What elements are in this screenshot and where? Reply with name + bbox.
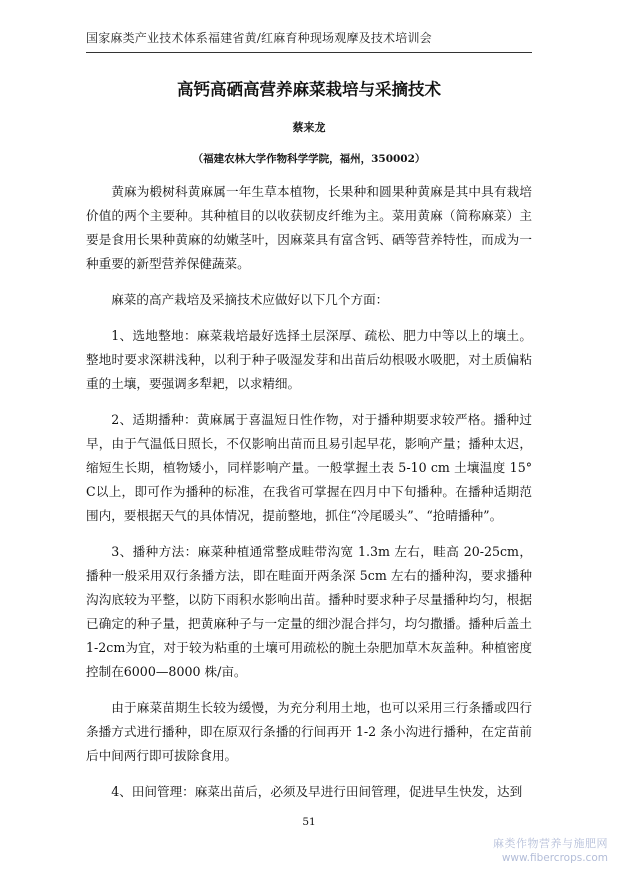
running-header: 国家麻类产业技术体系福建省黄/红麻育种现场观摩及技术培训会 <box>86 31 432 45</box>
site-watermark <box>493 837 608 865</box>
article-body <box>86 180 532 816</box>
paragraph-row-sowing: 由于麻菜苗期生长较为缓慢，为充分利用土地，也可以采用三行条播或四行条播方式进行播种，即在原双行条播的行间再开 1-2 条小沟进行播种，在定苗前后中间两行即可拔除食用。 <box>86 700 532 763</box>
paragraph-sowing-method: 3、播种方法：麻菜种植通常整成畦带沟宽 1.3m 左右，畦高 20-25cm，播种一般采用双行条播方法，即在畦面开两条深 5cm 左右的播种沟，要求播种沟沟底较为平整，以防下雨积水影响出苗。播种时要求种子尽量播种均匀，根据已确定的种子量，把黄麻种子与一定量的细沙混合拌匀，均匀撒播。播种后盖土 1-2cm为宜，对于较为粘重的土壤可用疏松的腕土杂肥加草木灰盖种。种植密度控制在6000—8000 株/亩。 <box>86 544 532 679</box>
paragraph-site-selection: 1、选地整地：麻菜栽培最好选择土层深厚、疏松、肥力中等以上的壤土。整地时要求深耕浅种，以利于种子吸湿发芽和出苗后幼根吸水吸肥，对土质偏粘重的土壤，要强调多犁耙，以求精细。 <box>86 328 532 391</box>
header-rule <box>86 52 532 53</box>
watermark-url: www.fibercrops.com <box>501 852 608 864</box>
paragraph-field-management: 4、田间管理：麻菜出苗后，必须及早进行田间管理，促进早生快发，达到 <box>111 784 523 799</box>
author-affiliation: （福建农林大学作物科学学院，福州，350002） <box>192 153 426 165</box>
page-number: 51 <box>302 816 316 828</box>
watermark-site-name: 麻类作物营养与施肥网 <box>493 837 608 850</box>
paragraph-overview: 麻菜的高产栽培及采摘技术应做好以下几个方面： <box>111 292 389 307</box>
paragraph-sowing-time: 2、适期播种：黄麻属于喜温短日性作物，对于播种期要求较严格。播种过早，由于气温低日照长，不仅影响出苗而且易引起早花，影响产量；播种太迟，缩短生长期，植物矮小，同样影响产量。一般掌握土表 5-10 cm 土壤温度 15° C以上，即可作为播种的标准，在我省可掌握在四月中下旬播种。在播种适期范围内，要根据天气的具体情况，提前整地，抓住“冷尾暖头”、“抢晴播种”。 <box>86 412 532 523</box>
author-name: 蔡来龙 <box>292 121 326 134</box>
paragraph-intro: 黄麻为椴树科黄麻属一年生草本植物，长果种和圆果种黄麻是其中具有栽培价值的两个主要种。其种植目的以收获韧皮纤维为主。菜用黄麻（简称麻菜）主要是食用长果种黄麻的幼嫩茎叶，因麻菜具有富含钙、硒等营养特性，而成为一种重要的新型营养保健蔬菜。 <box>86 184 532 271</box>
article-title: 高钙高硒高营养麻菜栽培与采摘技术 <box>177 80 441 99</box>
